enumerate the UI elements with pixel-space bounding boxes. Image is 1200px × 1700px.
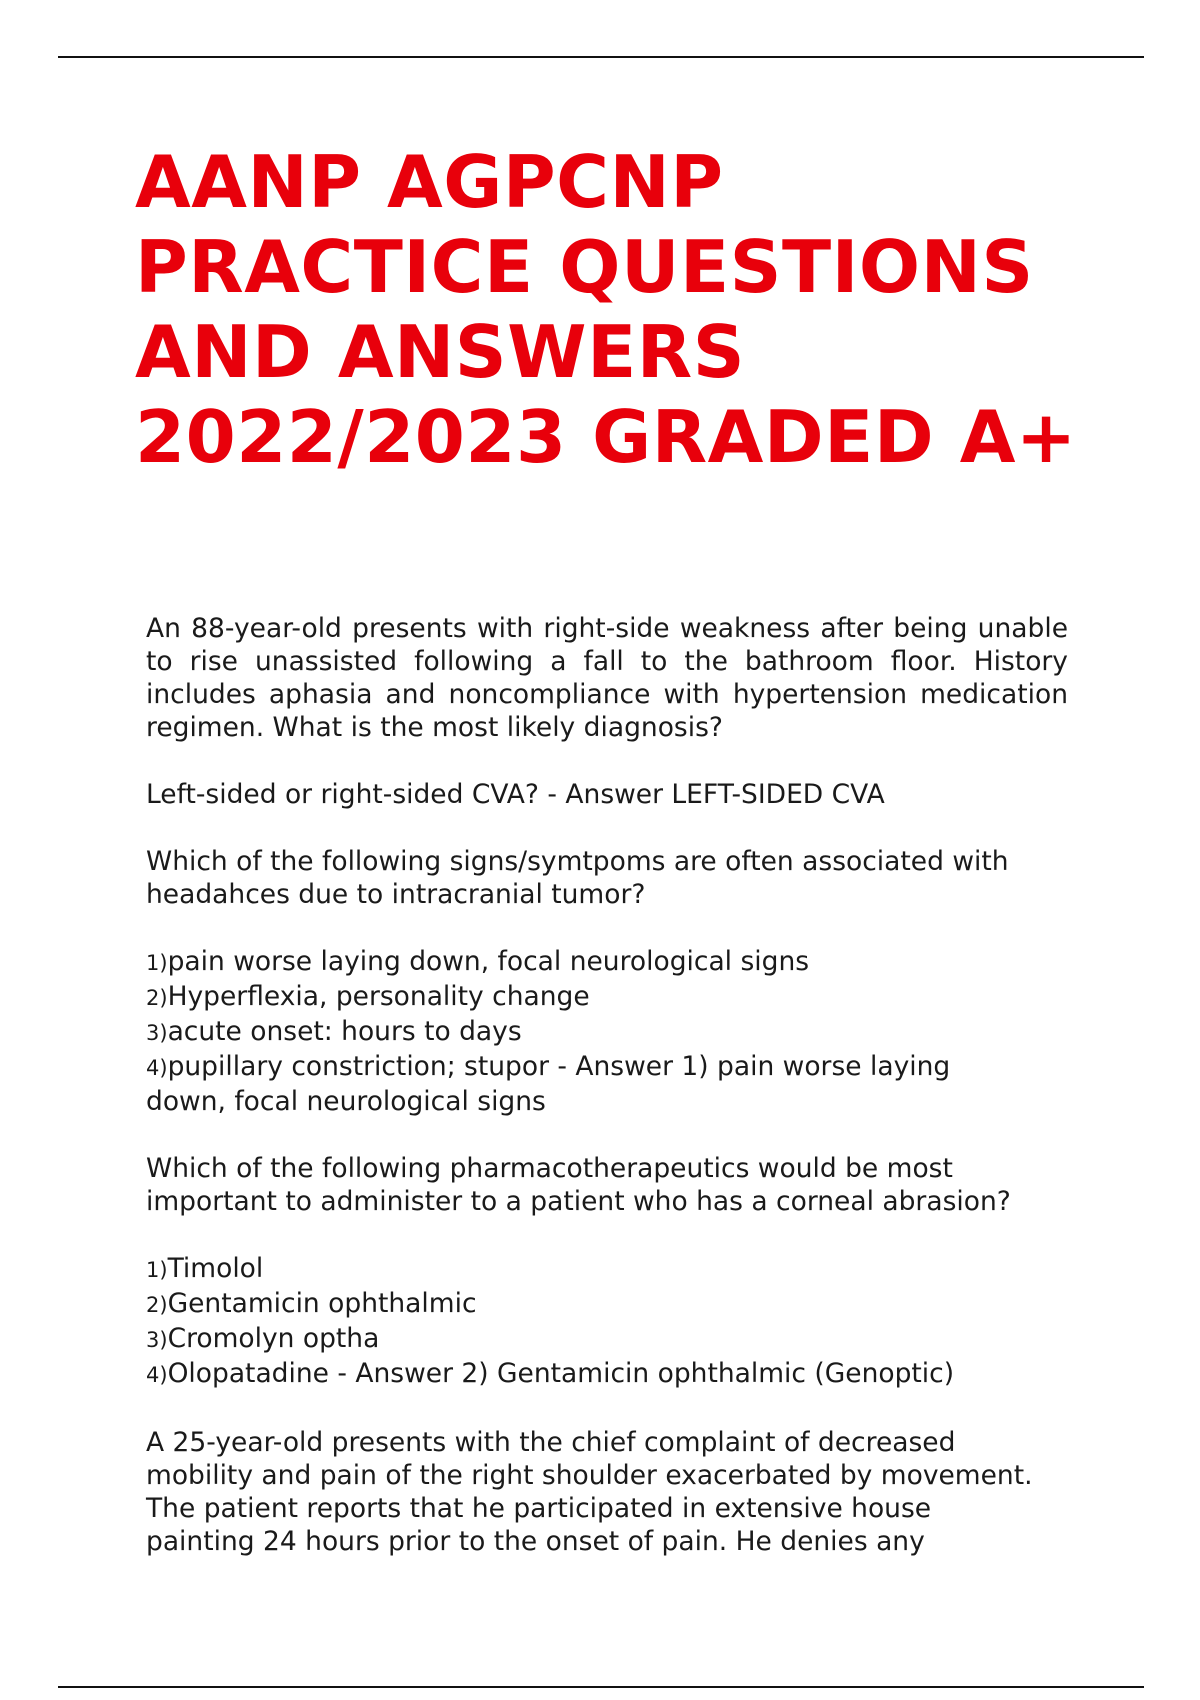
option-item: [146, 1252, 1068, 1287]
option-text: Timolol: [167, 1253, 264, 1284]
title-line-3: AND ANSWERS: [135, 310, 746, 394]
title-line-4: 2022/2023 GRADED A+: [135, 395, 1077, 479]
document-title: [135, 140, 1135, 480]
question-1-text: An 88-year-old presents with right-side weakness after being unable to rise unassisted following a fall to the bathroom floor. History includes aphasia and noncompliance with hypertension medication regimen. What is the most likely diagnosis?: [146, 613, 1068, 743]
option-item: [146, 1015, 1068, 1050]
option-number: 4): [146, 1056, 168, 1080]
bottom-rule: [58, 1686, 1144, 1688]
option-item: [146, 1322, 1068, 1357]
option-text: Hyperflexia, personality change: [167, 981, 590, 1012]
question-2-options: [146, 945, 1068, 1118]
option-item: [146, 1287, 1068, 1322]
question-3-text: Which of the following pharmacotherapeutics would be most important to administer to a patient who has a corneal abrasion?: [146, 1153, 1011, 1217]
option-number: 1): [146, 1258, 168, 1282]
option-text: Olopatadine - Answer 2) Gentamicin ophthalmic (Genoptic): [167, 1358, 955, 1389]
option-item: [146, 1357, 1068, 1392]
title-line-1: AANP AGPCNP: [135, 140, 724, 224]
option-number: 3): [146, 1328, 168, 1352]
question-2-answer-continuation: down, focal neurological signs: [146, 1086, 546, 1117]
option-item: [146, 945, 1068, 980]
option-item: [146, 980, 1068, 1015]
option-number: 3): [146, 1021, 168, 1045]
option-number: 1): [146, 951, 168, 975]
option-number: 2): [146, 986, 168, 1010]
option-item: [146, 1050, 1068, 1085]
title-line-2: PRACTICE QUESTIONS: [135, 225, 1034, 309]
question-3-options: [146, 1252, 1068, 1392]
option-text: Cromolyn optha: [167, 1323, 380, 1354]
option-text: pupillary constriction; stupor - Answer 1) pain worse laying: [167, 1051, 951, 1082]
question-1-answer: Left-sided or right-sided CVA? - Answer LEFT-SIDED CVA: [146, 779, 885, 810]
option-text: pain worse laying down, focal neurological signs: [167, 946, 810, 977]
option-number: 4): [146, 1363, 168, 1387]
option-text: acute onset: hours to days: [167, 1016, 522, 1047]
question-4-text: A 25-year-old presents with the chief complaint of decreased mobility and pain of the right shoulder exacerbated by movement. The patient reports that he participated in extensive house painting 24 hours prior to the onset of pain. He denies any: [146, 1427, 1033, 1557]
document-body: [146, 612, 1068, 1592]
option-number: 2): [146, 1293, 168, 1317]
option-text: Gentamicin ophthalmic: [167, 1288, 477, 1319]
top-rule: [58, 56, 1144, 58]
question-2-text: Which of the following signs/symtpoms are often associated with headahces due to intracranial tumor?: [146, 846, 1009, 910]
